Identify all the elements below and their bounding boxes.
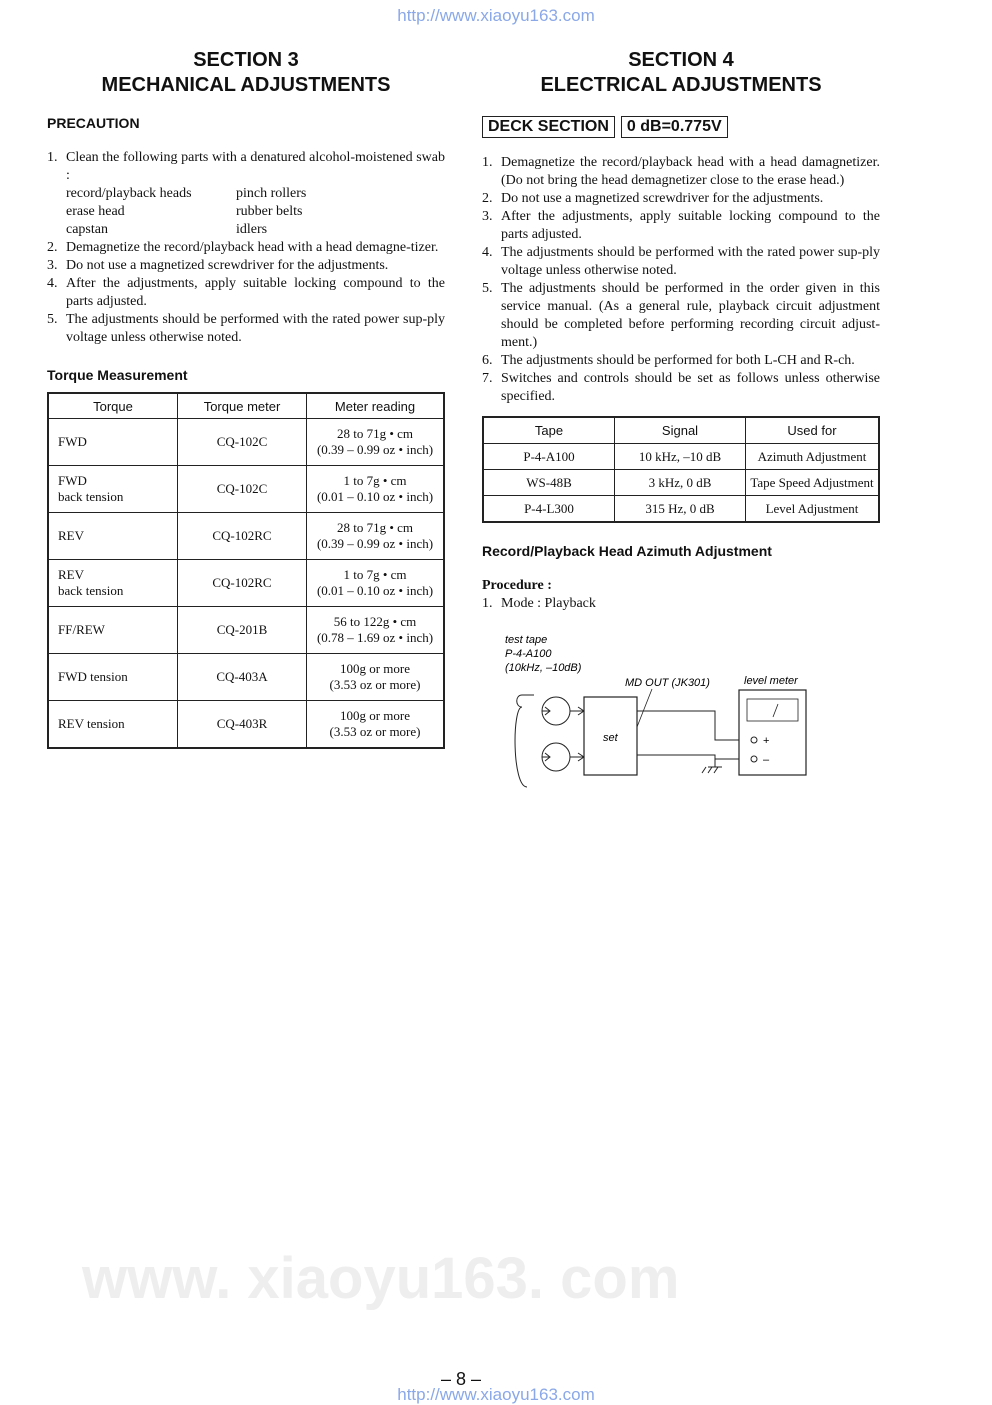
table-row [48, 513, 444, 560]
item-text: Demagnetize the record/playback head with a head damagnetizer. (Do not bring the head demagnetizer close to the erase head.) [501, 155, 880, 188]
part-name: idlers [236, 222, 268, 237]
tape-table [482, 416, 880, 523]
table-row [483, 496, 879, 523]
torque-meter: CQ-102C [216, 481, 268, 496]
torque-meter: CQ-403R [216, 715, 268, 731]
table-cell [48, 654, 178, 701]
table-cell [48, 419, 178, 466]
torque-table [47, 392, 445, 749]
table-cell: 3 kHz, 0 dB [615, 470, 746, 496]
item-number: 2. [482, 191, 493, 206]
item-number: 1. [482, 596, 493, 611]
watermark-text: www. xiaoyu163. com [82, 1246, 680, 1311]
minus-terminal-icon [751, 756, 757, 762]
list-item [482, 244, 880, 280]
set-label: set [603, 732, 618, 744]
item-text: Do not use a magnetized screwdriver for the adjustments. [66, 258, 389, 273]
header-url[interactable]: http://www.xiaoyu163.com [397, 6, 595, 25]
torque-name: REV tension [58, 715, 125, 731]
table-row [48, 654, 444, 701]
meter-reading: 1 to 7g • cm [343, 473, 407, 488]
procedure-list [482, 595, 880, 613]
list-item [47, 239, 445, 257]
table-cell [307, 607, 445, 654]
item-text: The adjustments should be performed with the rated power sup-ply voltage unless otherwise noted. [501, 245, 880, 278]
list-item [482, 154, 880, 190]
section-3-number: SECTION 3 [193, 49, 299, 71]
table-cell [178, 701, 307, 748]
level-meter-box [739, 690, 806, 775]
torque-meter: CQ-201B [216, 622, 268, 637]
torque-meter: CQ-102C [216, 434, 268, 449]
part-name: record/playback heads [66, 186, 192, 201]
item-number: 7. [482, 371, 493, 386]
procedure-label: Procedure : [482, 578, 552, 593]
azimuth-title: Record/Playback Head Azimuth Adjustment [482, 543, 772, 559]
table-cell: WS-48B [483, 470, 615, 496]
table-cell [307, 466, 445, 513]
torque-meter: CQ-403A [216, 669, 268, 684]
meter-reading: 100g or more [339, 661, 411, 676]
minus-label: – [763, 754, 770, 766]
table-row [483, 444, 879, 470]
section-4-title [482, 48, 880, 98]
section-4 [482, 48, 880, 797]
precaution-list [47, 149, 445, 347]
table-row [48, 701, 444, 748]
table-cell [178, 607, 307, 654]
torque-name: REV [58, 567, 84, 582]
meter-reading-imperial: (3.53 oz or more) [329, 723, 421, 739]
table-cell [178, 513, 307, 560]
table-cell [178, 560, 307, 607]
azimuth-connection-diagram [482, 627, 880, 797]
table-cell [307, 513, 445, 560]
item-text: The adjustments should be performed with the rated power sup-ply voltage unless otherwise noted. [66, 312, 445, 345]
tape-table-body [483, 444, 879, 523]
reference-level-tag: 0 dB=0.775V [621, 116, 728, 138]
meter-reading-imperial: (0.01 – 0.10 oz • inch) [316, 489, 434, 504]
torque-name: REV [58, 528, 84, 543]
list-item [482, 370, 880, 406]
item-text: Demagnetize the record/playback head with a head demagne-tizer. [66, 240, 439, 255]
electrical-precaution-list [482, 154, 880, 406]
section-3 [47, 48, 445, 749]
table-cell: 315 Hz, 0 dB [615, 496, 746, 523]
meter-reading-imperial: (0.39 – 0.99 oz • inch) [316, 536, 434, 551]
part-name: capstan [66, 222, 108, 237]
item-text: The adjustments should be performed for both L-CH and R-ch. [501, 353, 855, 368]
list-item [482, 595, 880, 613]
cassette-tape-icon [515, 695, 584, 787]
md-out-label: MD OUT (JK301) [625, 677, 710, 689]
table-row [48, 419, 444, 466]
list-item [47, 149, 445, 239]
list-item [47, 257, 445, 275]
column-header: Torque meter [178, 393, 307, 419]
torque-name: FF/REW [58, 622, 105, 637]
table-header-row [483, 417, 879, 444]
table-cell [48, 513, 178, 560]
column-header: Used for [746, 417, 880, 444]
item-text: The adjustments should be performed in the order given in this service manual. (As a general rule, playback circuit adjustment should be completed before performing recording circuit adjust-ment.) [501, 281, 880, 350]
column-header: Torque [48, 393, 178, 419]
list-item [482, 280, 880, 352]
page-number: – 8 – [440, 1369, 482, 1389]
meter-reading: 1 to 7g • cm [343, 567, 407, 582]
table-cell [178, 466, 307, 513]
torque-meter: CQ-102RC [212, 528, 272, 543]
test-tape-signal: (10kHz, –10dB) [505, 662, 582, 674]
test-tape-name: P-4-A100 [505, 648, 552, 660]
table-cell [48, 607, 178, 654]
item-text: Mode : Playback [501, 596, 596, 611]
meter-reading: 28 to 71g • cm [336, 520, 414, 535]
part-name: rubber belts [236, 204, 303, 219]
table-cell: Azimuth Adjustment [746, 444, 880, 470]
table-header-row [48, 393, 444, 419]
signal-wiring [637, 711, 752, 773]
item-number: 1. [482, 155, 493, 170]
item-text: Clean the following parts with a denatured alcohol-moistened swab : [66, 150, 445, 183]
item-number: 4. [47, 276, 58, 291]
table-cell: P-4-L300 [483, 496, 615, 523]
meter-reading: 56 to 122g • cm [333, 614, 417, 629]
list-item [47, 275, 445, 311]
torque-name-detail: back tension [58, 583, 124, 598]
table-cell [48, 466, 178, 513]
item-text: Switches and controls should be set as follows unless otherwise specified. [501, 371, 880, 404]
item-text: Do not use a magnetized screwdriver for the adjustments. [501, 191, 824, 206]
item-number: 4. [482, 245, 493, 260]
test-tape-label: test tape [505, 634, 548, 646]
deck-section-tag: DECK SECTION [482, 116, 615, 138]
table-cell [307, 419, 445, 466]
torque-name: FWD [58, 473, 87, 488]
precaution-title: PRECAUTION [47, 115, 140, 131]
torque-name: FWD [58, 434, 87, 449]
item-text: After the adjustments, apply suitable locking compound to the parts adjusted. [66, 276, 445, 309]
table-cell [307, 654, 445, 701]
part-name: pinch rollers [236, 186, 307, 201]
table-row [48, 560, 444, 607]
column-header: Signal [615, 417, 746, 444]
item-number: 2. [47, 240, 58, 255]
list-item [482, 208, 880, 244]
section-3-title [47, 48, 445, 98]
table-cell [48, 560, 178, 607]
item-number: 1. [47, 150, 58, 165]
item-number: 5. [482, 281, 493, 296]
torque-name-detail: back tension [58, 489, 124, 504]
torque-title: Torque Measurement [47, 367, 188, 383]
part-name: erase head [66, 204, 125, 219]
list-item [482, 190, 880, 208]
item-number: 3. [47, 258, 58, 273]
table-cell: 10 kHz, –10 dB [615, 444, 746, 470]
level-meter-label: level meter [744, 675, 798, 687]
plus-terminal-icon [751, 737, 757, 743]
item-number: 5. [47, 312, 58, 327]
meter-reading-imperial: (3.53 oz or more) [329, 677, 421, 692]
table-cell: Tape Speed Adjustment [746, 470, 880, 496]
table-cell: P-4-A100 [483, 444, 615, 470]
table-cell [307, 701, 445, 748]
item-number: 3. [482, 209, 493, 224]
column-header: Meter reading [307, 393, 445, 419]
meter-reading-imperial: (0.01 – 0.10 oz • inch) [316, 583, 434, 598]
table-row [48, 466, 444, 513]
item-number: 6. [482, 353, 493, 368]
torque-meter: CQ-102RC [212, 575, 272, 590]
meter-reading-imperial: (0.78 – 1.69 oz • inch) [316, 630, 434, 645]
table-row [48, 607, 444, 654]
torque-table-body [48, 419, 444, 748]
meter-reading: 100g or more [339, 707, 411, 723]
table-cell: Level Adjustment [746, 496, 880, 523]
column-header: Tape [483, 417, 615, 444]
parts-list [66, 185, 445, 239]
table-row [483, 470, 879, 496]
table-cell [48, 701, 178, 748]
meter-reading-imperial: (0.39 – 0.99 oz • inch) [316, 442, 434, 457]
plus-label: + [763, 735, 770, 747]
md-out-pointer [637, 689, 652, 727]
footer-url[interactable]: http://www.xiaoyu163.com [397, 1385, 595, 1404]
item-text: After the adjustments, apply suitable locking compound to the parts adjusted. [501, 209, 880, 242]
table-cell [307, 560, 445, 607]
section-4-heading: ELECTRICAL ADJUSTMENTS [540, 74, 822, 96]
list-item [482, 352, 880, 370]
list-item [47, 311, 445, 347]
table-cell [178, 419, 307, 466]
section-4-number: SECTION 4 [628, 49, 734, 71]
section-3-heading: MECHANICAL ADJUSTMENTS [101, 74, 391, 96]
meter-reading: 28 to 71g • cm [336, 426, 414, 441]
torque-name: FWD tension [58, 669, 128, 684]
table-cell [178, 654, 307, 701]
section-tags [482, 116, 880, 138]
